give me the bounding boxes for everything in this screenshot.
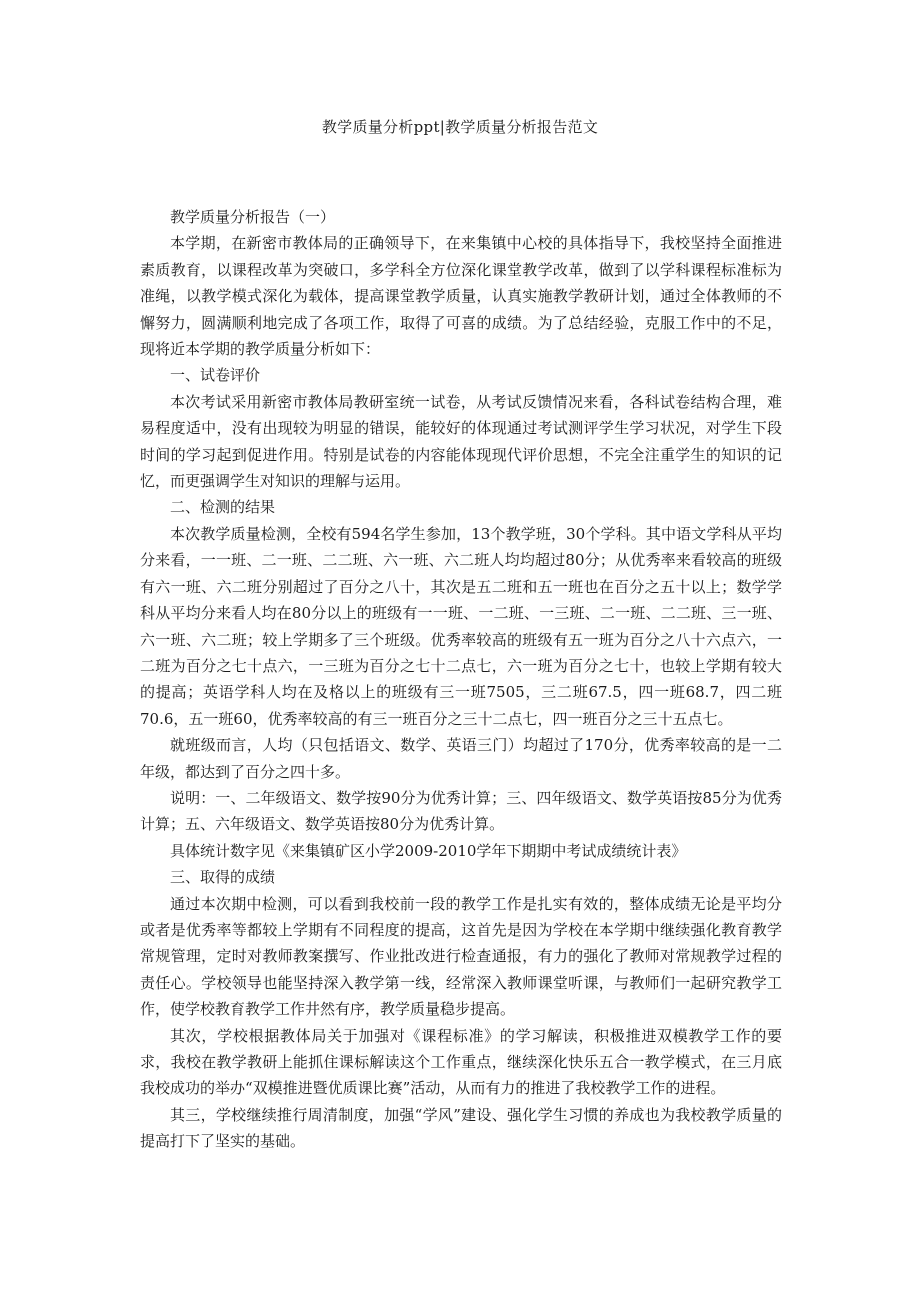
paragraph-achievements-2: 其次，学校根据教体局关于加强对《课程标准》的学习解读，积极推进双模教学工作的要求，我校在教学教研上能抓住课标解读这个工作重点，继续深化快乐五合一教学模式，在三月底我校成功的举办“双模推进暨优质课比赛”活动，从而有力的推进了我校教学工作的进程。 [140,1026,782,1098]
paragraph-class-results: 就班级而言，人均（只包括语文、数学、英语三门）均超过了170分，优秀率较高的是一二年级，都达到了百分之四十多。 [140,736,782,781]
paragraph-intro: 本学期，在新密市教体局的正确领导下，在来集镇中心校的具体指导下，我校坚持全面推进素质教育，以课程改革为突破口，多学科全方位深化课堂教学改革，做到了以学科课程标准标为准绳，以教学模式深化为载体，提高课堂教学质量，认真实施教学教研计划，通过全体教师的不懈努力，圆满顺利地完成了各项工作，取得了可喜的成绩。为了总结经验，克服工作中的不足，现将近本学期的教学质量分析如下： [140,234,782,359]
paragraph-statistics-reference: 具体统计数字见《来集镇矿区小学2009-2010学年下期期中考试成绩统计表》 [170,841,687,860]
paragraph-achievements-1: 通过本次期中检测，可以看到我校前一段的教学工作是扎实有效的，整体成绩无论是平均分或者是优秀率等都较上学期有不同程度的提高，这首先是因为学校在本学期中继续强化教育教学常规管理，定时对教师教案撰写、作业批改进行检查通报，有力的强化了教师对常规教学过程的责任心。学校领导也能坚持深入教学第一线，经常深入教师课堂听课，与教师们一起研究教学工作，使学校教育教学工作井然有序，教学质量稳步提高。 [140,894,782,1019]
document-body [140,204,782,1155]
section-heading-achievements: 三、取得的成绩 [170,868,276,887]
section-heading-exam-evaluation: 一、试卷评价 [170,366,261,385]
report-title: 教学质量分析报告（一） [170,208,336,226]
document-title: 教学质量分析ppt|教学质量分析报告范文 [321,118,599,136]
paragraph-test-results: 本次教学质量检测，全校有594名学生参加，13个教学班，30个学科。其中语文学科从平均分来看，一一班、二一班、二二班、六一班、六二班人均均超过80分；从优秀率来看较高的班级有六一班、六二班分别超过了百分之八十，其次是五二班和五一班也在百分之五十以上；数学学科从平均分来看人均在80分以上的班级有一一班、一二班、一三班、二一班、二二班、三一班、六一班、六二班；较上学期多了三个班级。优秀率较高的班级有五一班为百分之八十六点六，一二班为百分之七十点六，一三班为百分之七十二点七，六一班为百分之七十，也较上学期有较大的提高；英语学科人均在及格以上的班级有三一班7505，三二班67.5，四一班68.7，四二班70.6，五一班60，优秀率较高的有三一班百分之三十二点七，四一班百分之三十五点七。 [140,524,782,728]
paragraph-achievements-3: 其三，学校继续推行周清制度，加强“学风”建设、强化学生习惯的养成也为我校教学质量的提高打下了坚实的基础。 [140,1105,782,1151]
section-heading-test-results: 二、检测的结果 [170,498,276,517]
paragraph-scoring-note: 说明：一、二年级语文、数学按90分为优秀计算；三、四年级语文、数学英语按85分为优秀计算；五、六年级语文、数学英语按80分为优秀计算。 [140,788,782,834]
paragraph-exam-evaluation: 本次考试采用新密市教体局教研室统一试卷，从考试反馈情况来看，各科试卷结构合理，难易程度适中，没有出现较为明显的错误，能较好的体现通过考试测评学生学习状况，对学生下段时间的学习起到促进作用。特别是试卷的内容能体现现代评价思想，不完全注重学生的知识的记忆，而更强调学生对知识的理解与运用。 [140,392,782,491]
